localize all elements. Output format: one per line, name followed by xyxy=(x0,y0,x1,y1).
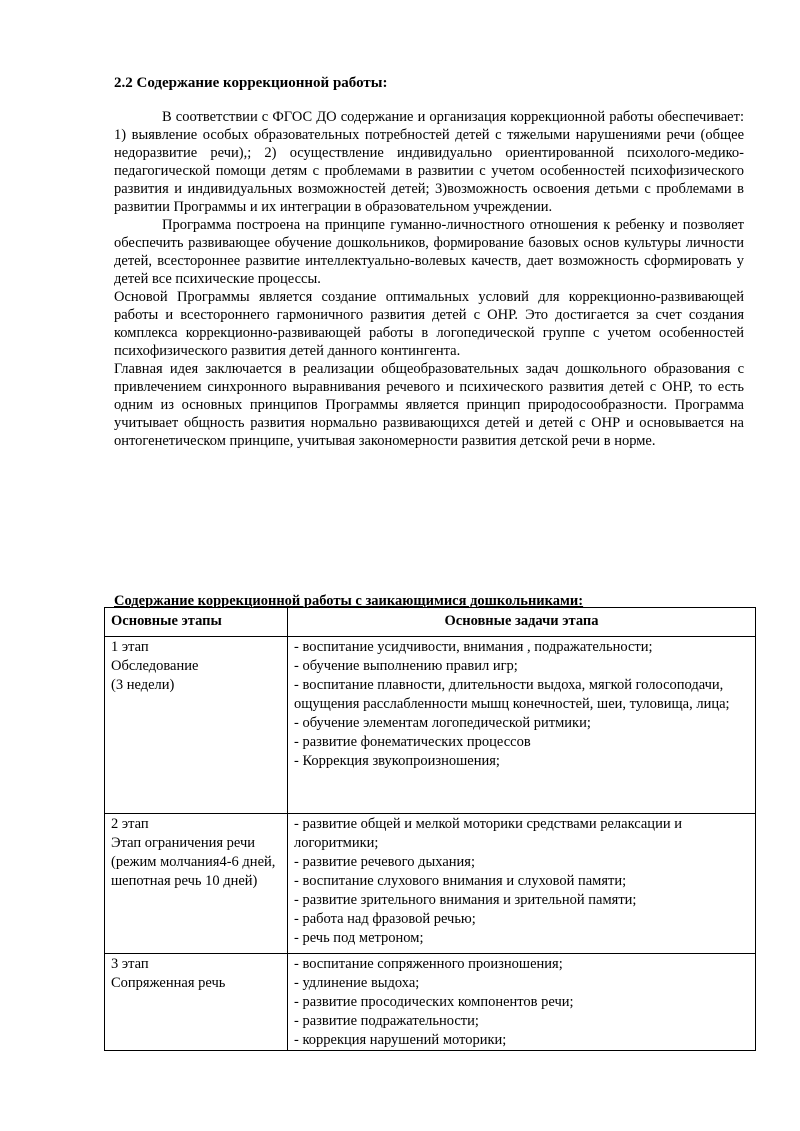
table-title: Содержание коррекционной работы с заикающимися дошкольниками: xyxy=(114,593,584,609)
task-item: - речь под метроном; xyxy=(294,930,424,946)
table-row xyxy=(105,954,756,1051)
task-item: - удлинение выдоха; xyxy=(294,975,420,991)
task-item: - Коррекция звукопроизношения; xyxy=(294,753,500,769)
task-item: - воспитание слухового внимания и слуховой памяти; xyxy=(294,873,627,889)
tasks-cell xyxy=(288,954,756,1051)
stage-cell xyxy=(105,954,288,1051)
task-item: - развитие подражательности; xyxy=(294,1013,479,1029)
document-body xyxy=(114,74,744,450)
paragraph-program-basis: Основой Программы является создание оптимальных условий для коррекционно-развивающей работы и всестороннего гармоничного развития детей с ОНР. Это достигается за счет создания комплекса коррекционно-развивающей работы в логопедической группе с учетом особенностей психофизического развития детей данного контингента. xyxy=(114,289,744,359)
stage-name: Этап ограничения речи (режим молчания4-6 дней, шепотная речь 10 дней) xyxy=(111,835,276,889)
task-item: - развитие речевого дыхания; xyxy=(294,854,475,870)
stage-name: Обследование xyxy=(111,658,199,674)
table-row xyxy=(105,637,756,814)
table-header-row xyxy=(105,608,756,637)
stage-duration: (3 недели) xyxy=(111,677,175,693)
task-item: - обучение выполнению правил игр; xyxy=(294,658,518,674)
header-tasks: Основные задачи этапа xyxy=(288,608,756,637)
stage-number: 2 этап xyxy=(111,816,149,832)
section-heading: 2.2 Содержание коррекционной работы: xyxy=(114,75,388,91)
stage-cell xyxy=(105,814,288,954)
task-item: - коррекция нарушений моторики; xyxy=(294,1032,507,1048)
header-stages: Основные этапы xyxy=(105,608,288,637)
task-item: - развитие зрительного внимания и зрительной памяти; xyxy=(294,892,637,908)
paragraph-main-idea: Главная идея заключается в реализации общеобразовательных задач дошкольного образования с привлечением синхронного выравнивания речевого и психического развития детей с ОНР, то есть одним из основных принципов Программы является принцип природосообразности. Программа учитывает общность развития нормально развивающихся детей и детей с ОНР и основывается на онтогенетическом принципе, учитывая закономерности развития детской речи в норме. xyxy=(114,361,744,449)
stage-name: Сопряженная речь xyxy=(111,975,226,991)
stages-table xyxy=(104,607,756,1051)
tasks-cell xyxy=(288,814,756,954)
task-item: - развитие просодических компонентов речи; xyxy=(294,994,574,1010)
stage-number: 1 этап xyxy=(111,639,149,655)
task-item: - работа над фразовой речью; xyxy=(294,911,476,927)
task-item: - развитие фонематических процессов xyxy=(294,734,531,750)
task-item: - воспитание усидчивости, внимания , подражательности; xyxy=(294,639,653,655)
task-item: - воспитание сопряженного произношения; xyxy=(294,956,563,972)
paragraph-fgos: В соответствии с ФГОС ДО содержание и организация коррекционной работы обеспечивает: 1) выявление особых образовательных потребностей детей с тяжелыми нарушениями речи (общее недоразвитие речи),; 2) осуществление индивидуально ориентированной психолого-медико-педагогической помощи детям с проблемами в развитии с учетом особенностей психофизического развития и индивидуальных возможностей детей; 3)возможность освоения детьми с проблемами в развитии Программы и их интеграции в образовательном учреждении. xyxy=(114,109,744,215)
task-item: - развитие общей и мелкой моторики средствами релаксации и логоритмики; xyxy=(294,816,682,851)
stage-cell xyxy=(105,637,288,814)
task-item: - обучение элементам логопедической ритмики; xyxy=(294,715,591,731)
paragraph-program-principle: Программа построена на принципе гуманно-личностного отношения к ребенку и позволяет обеспечить развивающее обучение дошкольников, формирование базовых основ культуры личности детей, всестороннее развитие интеллектуально-волевых качеств, дает возможность сформировать у детей все психические процессы. xyxy=(114,217,744,287)
stage-number: 3 этап xyxy=(111,956,149,972)
task-item: - воспитание плавности, длительности выдоха, мягкой голосоподачи, ощущения расслабленности мышц конечностей, шеи, туловища, лица; xyxy=(294,677,730,712)
table-row xyxy=(105,814,756,954)
tasks-cell xyxy=(288,637,756,814)
